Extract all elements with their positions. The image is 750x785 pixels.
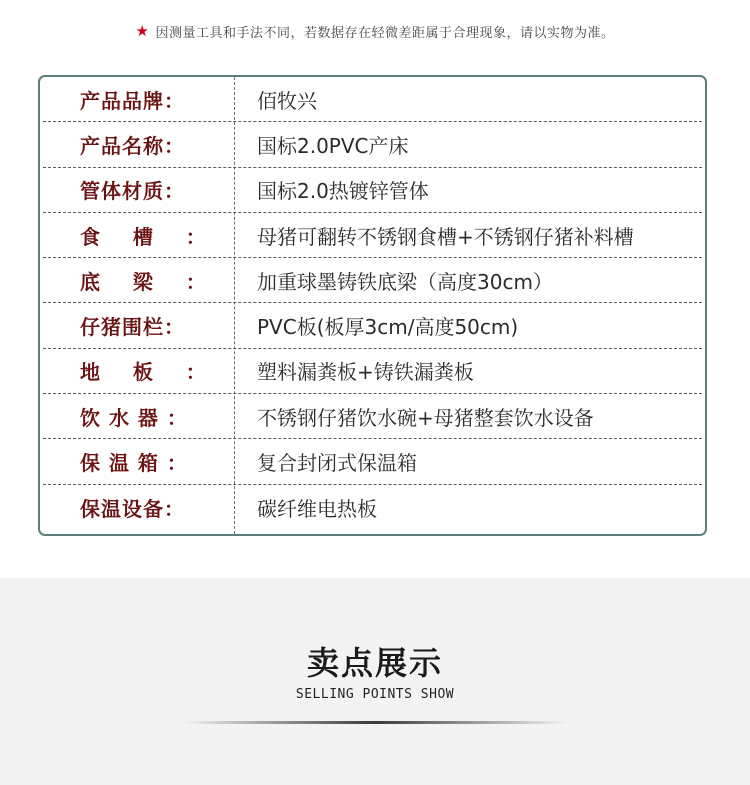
spec-value: 国标2.0热镀锌管体 bbox=[257, 179, 429, 204]
spec-value: 复合封闭式保温箱 bbox=[257, 451, 417, 476]
spec-value: 塑料漏粪板+铸铁漏粪板 bbox=[257, 360, 474, 385]
spec-label: 保 温 箱 ： bbox=[80, 451, 188, 476]
spec-table bbox=[38, 75, 707, 536]
spec-row-floor bbox=[43, 349, 702, 394]
section-subtitle: SELLING POINTS SHOW bbox=[295, 687, 455, 702]
spec-value: 不锈钢仔猪饮水碗+母猪整套饮水设备 bbox=[257, 405, 594, 430]
spec-label: 地 板 ： bbox=[80, 360, 207, 385]
measurement-notice bbox=[0, 20, 750, 42]
spec-label: 管体材质： bbox=[80, 179, 185, 204]
title-underline bbox=[183, 721, 567, 724]
spec-row-fence bbox=[43, 303, 702, 348]
spec-label: 饮 水 器 ： bbox=[80, 405, 188, 430]
spec-label: 产品品牌： bbox=[80, 88, 185, 113]
spec-row-beam bbox=[43, 258, 702, 303]
section-title: 卖点展示 bbox=[306, 644, 443, 682]
spec-row-brand bbox=[43, 77, 702, 122]
selling-points-section bbox=[0, 578, 750, 785]
notice-text: 因测量工具和手法不同，若数据存在轻微差距属于合理现象，请以实物为准。 bbox=[155, 25, 615, 41]
spec-row-heating bbox=[43, 485, 702, 530]
spec-value: 加重球墨铸铁底梁（高度30cm） bbox=[257, 269, 553, 294]
spec-value: 母猪可翻转不锈钢食槽+不锈钢仔猪补料槽 bbox=[257, 224, 634, 249]
spec-row-trough bbox=[43, 213, 702, 258]
spec-value: 国标2.0PVC产床 bbox=[257, 133, 409, 158]
spec-row-name bbox=[43, 122, 702, 167]
spec-value: 碳纤维电热板 bbox=[257, 496, 377, 521]
spec-row-warm-box bbox=[43, 439, 702, 484]
spec-row-drinker bbox=[43, 394, 702, 439]
spec-value: 佰牧兴 bbox=[257, 88, 317, 113]
spec-row-material bbox=[43, 168, 702, 213]
spec-label: 底 梁 ： bbox=[80, 269, 207, 294]
spec-label: 保温设备： bbox=[80, 496, 185, 521]
spec-value: PVC板(板厚3cm/高度50cm) bbox=[257, 315, 519, 340]
spec-label: 产品名称： bbox=[80, 133, 185, 158]
spec-label: 食 槽 ： bbox=[80, 224, 207, 249]
star-icon: ★ bbox=[135, 22, 150, 40]
spec-label: 仔猪围栏： bbox=[80, 315, 185, 340]
